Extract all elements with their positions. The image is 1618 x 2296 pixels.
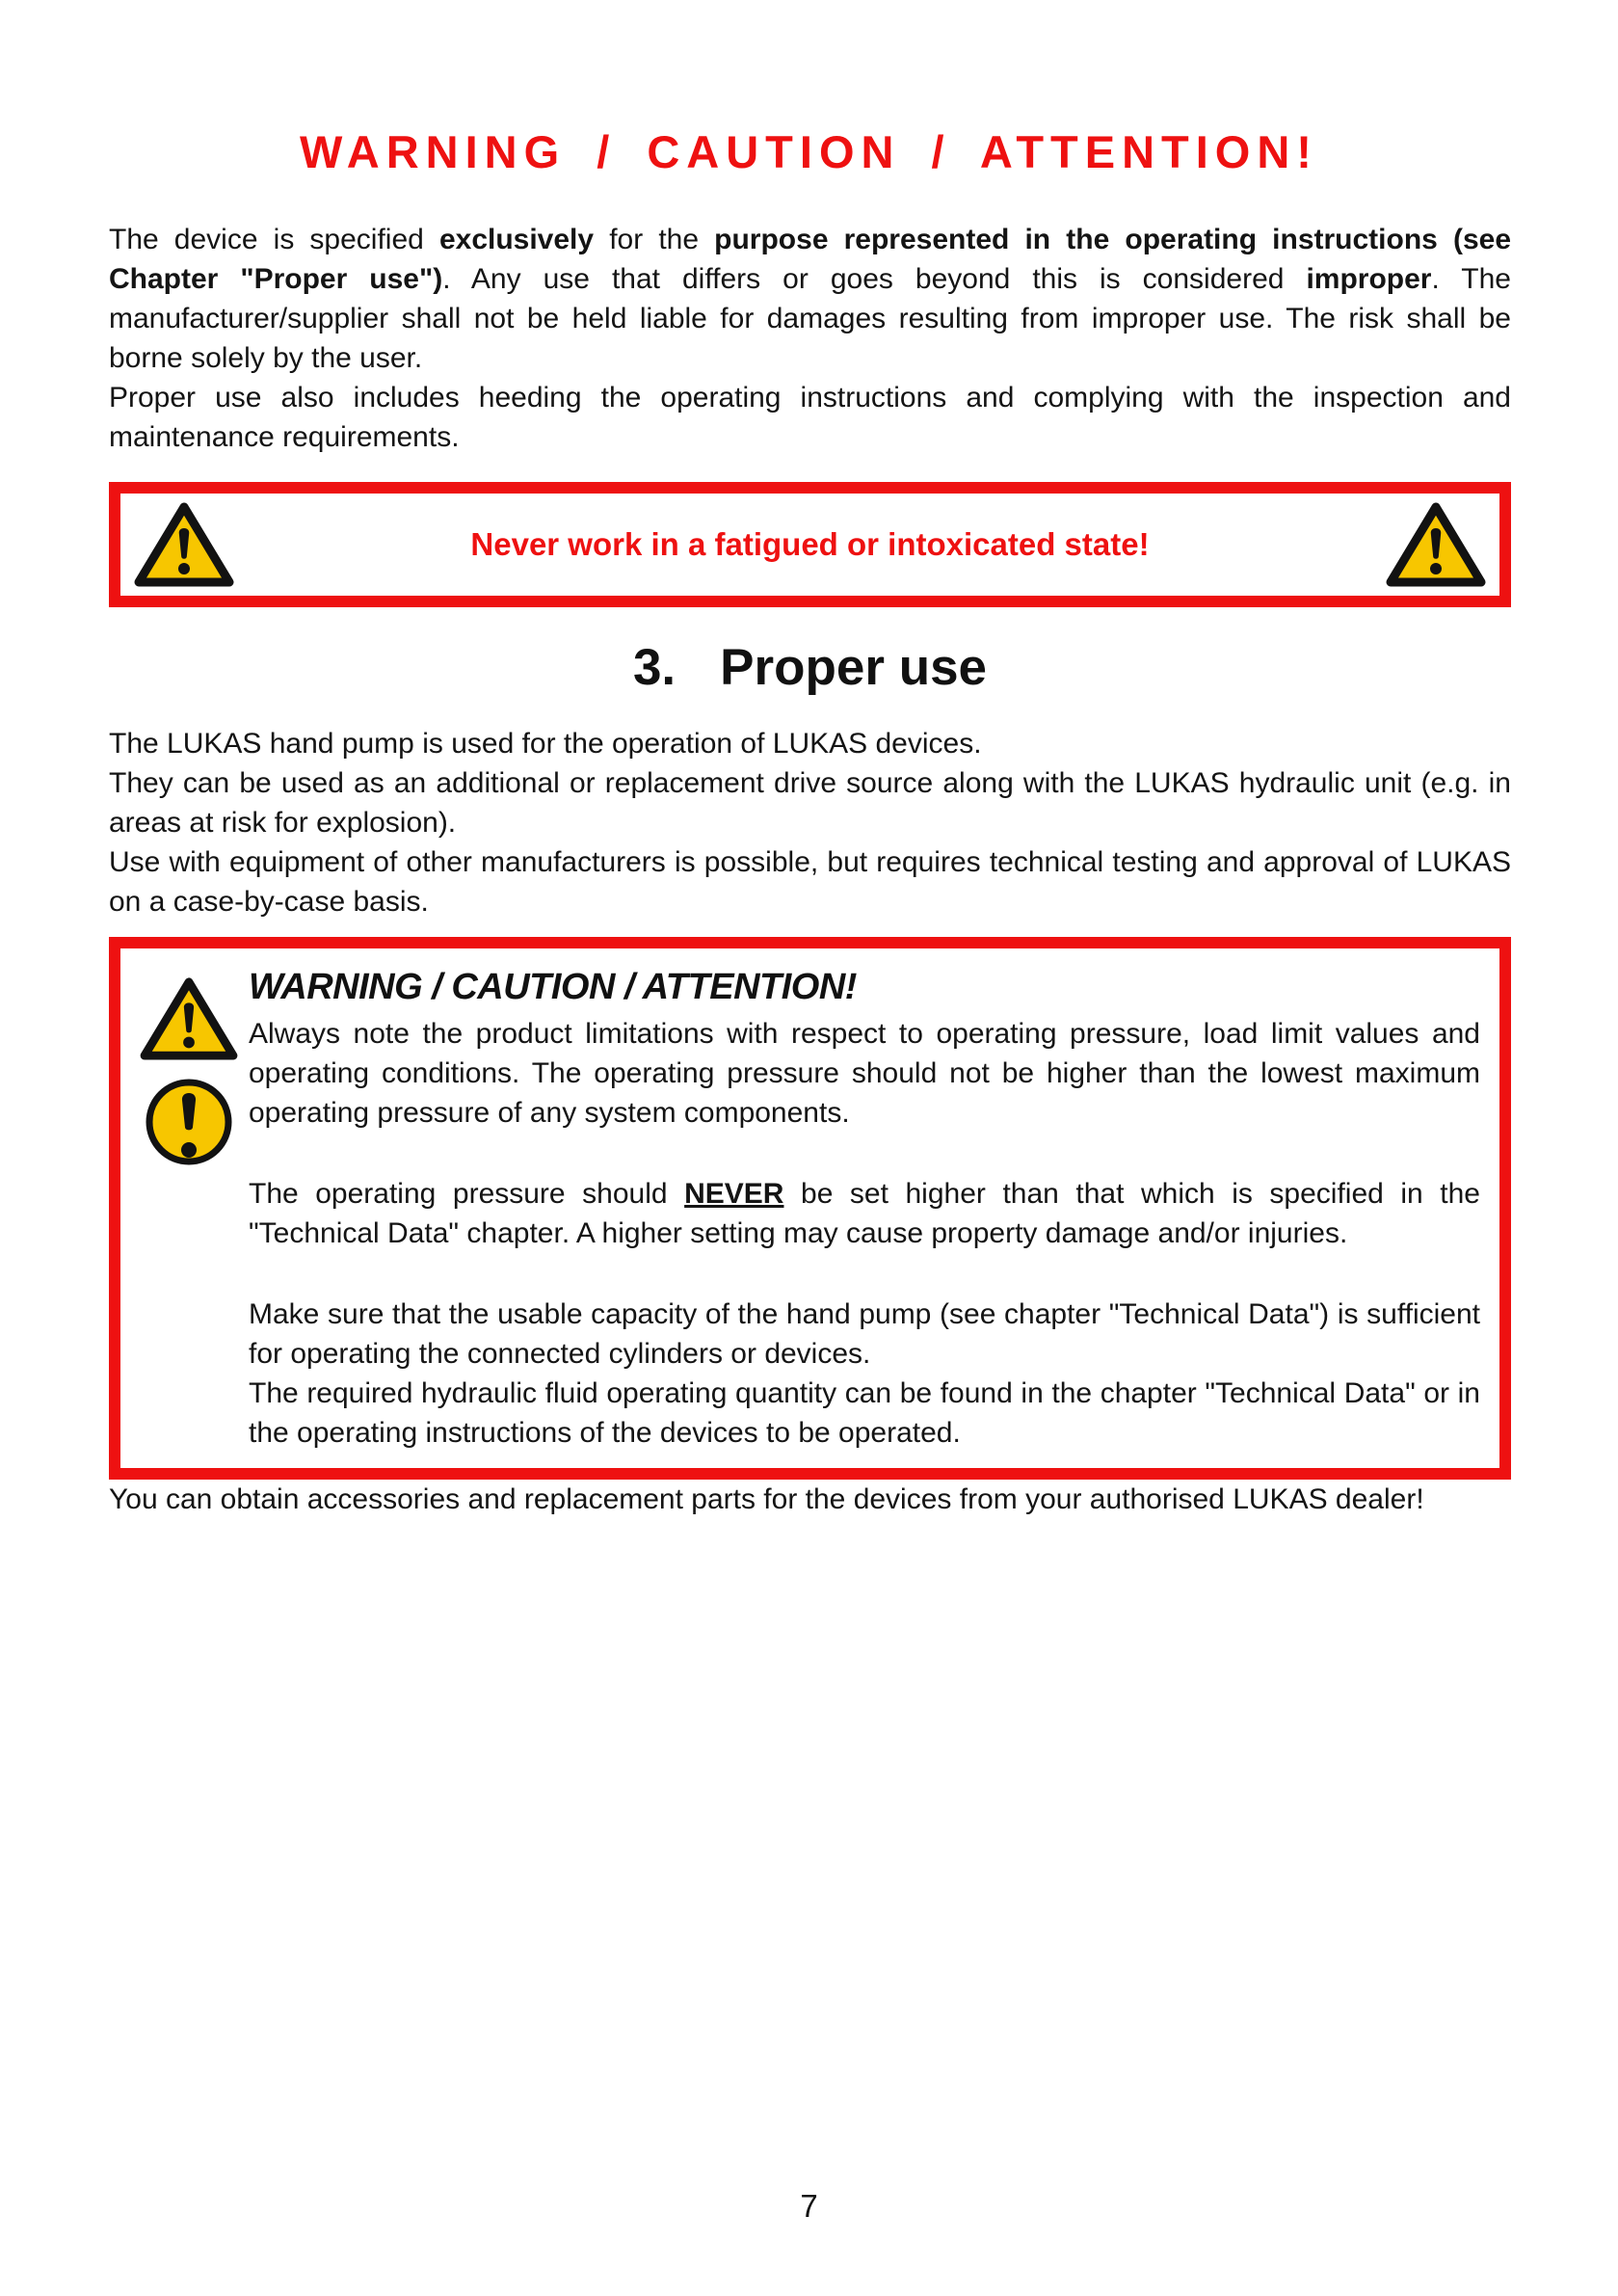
- exclamation-circle-icon: [145, 1078, 233, 1166]
- section-heading: [109, 640, 1511, 696]
- proper-use-section: [109, 724, 1511, 921]
- paragraph-intro-2: Proper use also includes heeding the operating instructions and complying with the inspection and maintenance requirements.: [109, 382, 1511, 453]
- paragraph-intro-1: The device is specified exclusively for the purpose represented in the operating instructions (see Chapter "Proper use"). Any use that differs or goes beyond this is considered improper. The manufacturer/supplier shall not be held liable for damages resulting from improper use. The risk shall be borne solely by the user.: [109, 224, 1511, 374]
- warning-box: [109, 937, 1511, 1480]
- paragraph-warning-4: The required hydraulic fluid operating quantity can be found in the chapter "Technical Data" or in the operating instructions of the devices to be operated.: [249, 1377, 1480, 1449]
- warning-triangle-icon: [139, 975, 239, 1062]
- paragraph-proper-use-1: The LUKAS hand pump is used for the operation of LUKAS devices.: [109, 728, 982, 760]
- page-title: WARNING / CAUTION / ATTENTION!: [300, 126, 1318, 177]
- page-number: 7: [800, 2188, 818, 2224]
- paragraph-warning-3: Make sure that the usable capacity of the hand pump (see chapter "Technical Data") is sufficient for operating the connected cylinders or devices.: [249, 1298, 1480, 1370]
- warning-box-heading: WARNING / CAUTION / ATTENTION!: [249, 967, 857, 1007]
- paragraph-warning-2: The operating pressure should NEVER be set higher than that which is specified in the "Technical Data" chapter. A higher setting may cause property damage and/or injuries.: [249, 1178, 1480, 1249]
- intro-section: [109, 220, 1511, 457]
- fatigue-warning-text: Never work in a fatigued or intoxicated state!: [470, 526, 1150, 562]
- warning-triangle-icon: [1384, 500, 1488, 589]
- section-title: Proper use: [720, 639, 988, 696]
- paragraph-closing: You can obtain accessories and replacement parts for the devices from your authorised LUKAS dealer!: [109, 1483, 1424, 1515]
- warning-box-text: [249, 966, 1480, 1453]
- page-content: [109, 220, 1511, 1519]
- warning-box-icons: [128, 966, 249, 1453]
- paragraph-proper-use-3: Use with equipment of other manufacturers is possible, but requires technical testing and approval of LUKAS on a case-by-case basis.: [109, 846, 1511, 918]
- fatigue-warning-box: [109, 482, 1511, 607]
- paragraph-warning-1: Always note the product limitations with respect to operating pressure, load limit values and operating conditions. The operating pressure should not be higher than the lowest maximum operating pressure of any system components.: [249, 1018, 1480, 1129]
- warning-triangle-icon: [132, 500, 236, 589]
- paragraph-proper-use-2: They can be used as an additional or replacement drive source along with the LUKAS hydraulic unit (e.g. in areas at risk for explosion).: [109, 767, 1511, 839]
- section-number: 3.: [632, 639, 676, 696]
